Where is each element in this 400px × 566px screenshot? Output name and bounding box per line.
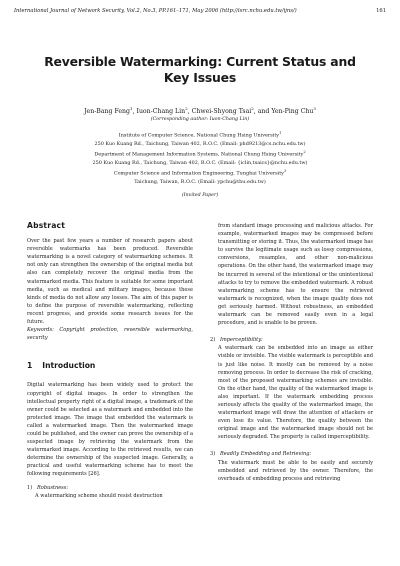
abstract-heading: Abstract (27, 221, 66, 230)
keywords-text: Copyright protection, reversible watermarking, security (27, 327, 193, 342)
affiliation-line: Taichung, Taiwan, R.O.C. (Email: ypchu@thu.edu.tw) (134, 179, 266, 186)
affiliation-line: Institute of Computer Science, National Chung Hsing University$^1$ (118, 131, 282, 139)
keywords (27, 326, 193, 342)
requirement-embedding (210, 450, 373, 482)
requirement-label: Readily Embedding and Retrieving: (220, 451, 312, 458)
corresponding-author: (Corresponding author: Iuon-Chang Lin) (150, 117, 250, 122)
running-head (14, 8, 386, 14)
requirement-text: The watermark must be able to be easily and securely embedded and retrieved by the owner. Therefore, the overheads of embedding process and retrieving (218, 459, 373, 482)
page-number: 161 (376, 8, 386, 14)
author-affil-mark: 3 (313, 106, 316, 111)
author: Iuon-Chang Lin (136, 108, 186, 116)
requirement-robustness-continued: from standard image processing and malicious attacks. For example, watermarked images may be compressed before transmitting or storing it. Thus, the watermarked image has to survive the legitimate usage such as lossy compressions, conversions, resamples, and other non-malicious operations. On the other hand, the watermarked image may be incurred in several of the intentional or the unintentional attacks to try to remove the embedded watermark. A robust watermarking scheme has to ensure the retrieved watermark is recognized, when the image quality does not get seriously harmed. Without robustness, an embedded watermark can be removed easily even in a legal procedure, and is unable to be proven. (218, 223, 373, 327)
right-column (210, 222, 373, 483)
title-line-2: Key Issues (163, 70, 237, 85)
author: Chwei-Shyong Tsai (191, 108, 252, 116)
title-line-1: Reversible Watermarking: Current Status and (44, 54, 356, 69)
requirement-text: A watermarking scheme should resist destruction (35, 492, 163, 499)
author: Yen-Ping Chu (271, 108, 314, 116)
left-column (27, 222, 193, 500)
invited-paper-note: (Invited Paper) (181, 193, 219, 198)
requirement-number: 3) (210, 451, 216, 458)
requirement-label: Imperceptibility: (220, 337, 263, 344)
affiliations (30, 129, 370, 187)
requirement-robustness (27, 484, 193, 500)
abstract-text: Over the past few years a number of research papers about reversible watermarks has been produced. Reversible watermarking is a novel category of watermarking schemes. It not only can strengthen the ownership of the original media but also can completely recover the original media from the watermarked media. This feature is suitable for some important media, such as medical and military images, because these kinds of media do not allow any losses. The aim of this paper is to define the purpose of reversible watermarking, reflecting recent progress, and provide some research issues for the future. (27, 238, 193, 326)
journal-reference: International Journal of Network Security, Vol.2, No.3, PP.161–171, May 2006 (http://isrc.nchu.edu.tw/ijns/) (14, 8, 297, 14)
requirement-number: 2) (210, 337, 216, 344)
paper-title (30, 54, 370, 86)
affiliation-line: 250 Kuo Kuang Rd., Taichung, Taiwan 402, R.O.C. (Email: {iclin,tsaics}@nchu.edu.tw) (92, 160, 308, 167)
section-number: 1 (27, 361, 33, 371)
author-affil-mark: 1 (130, 106, 133, 111)
requirement-text: A watermark can be embedded into an image as either visible or invisible. The visible watermark is perceptible and is just like noise. It mostly can be removed by a noise removing process. In order to decrease the risk of cracking, most of the proposed watermarking schemes are invisible. On the other hand, the quality of the watermarked image is also important. If the watermark embedding process seriously affects the quality of the watermarked image, the watermarked image will draw the attention of attackers or even lose its value. Therefore, the quality between the original image and the watermarked image should not be seriously degraded. The property is called imperceptibility. (218, 345, 373, 441)
affiliation-line: 250 Kuo Kuang Rd., Taichung, Taiwan 402, R.O.C. (Email: phd9213@cs.nchu.edu.tw) (94, 140, 306, 147)
introduction-text: Digital watermarking has been widely used to protect the copyright of digital images. In order to strengthen the intellectual property right of a digital image, a trademark of the owner could be selected as a watermark and embedded into the protected image. The image that embedded the watermark is called a watermarked image. Then the watermarked image could be published, and the owner can prove the ownership of a suspected image by retrieving the watermark from the watermarked image. According to the retrieved results, we can determine the ownership of the suspected image. Generally, a practical and useful watermarking scheme has to meet the following requirements [26]. (27, 382, 193, 478)
affiliation-line: Computer Science and Information Engineering, Tunghai University$^3$ (113, 169, 287, 178)
requirement-number: 1) (27, 484, 33, 491)
author-affil-mark: 2 (185, 106, 188, 111)
author-affil-mark: 2 (251, 106, 254, 111)
requirement-imperceptibility (210, 336, 373, 441)
requirement-label: Robustness: (37, 484, 69, 491)
author: Jen-Bang Feng (84, 108, 131, 116)
affiliation-line: Department of Management Information Systems, National Chung Hsing University$^2$ (94, 150, 306, 158)
author-list: Jen-Bang Feng$^1$, Iuon-Chang Lin$^2$, Chwei-Shyong Tsai$^2$, and Yen-Ping Chu$^3$ (84, 106, 316, 116)
keywords-label: Keywords: (27, 327, 54, 334)
introduction-heading: 1 Introduction (27, 361, 96, 371)
